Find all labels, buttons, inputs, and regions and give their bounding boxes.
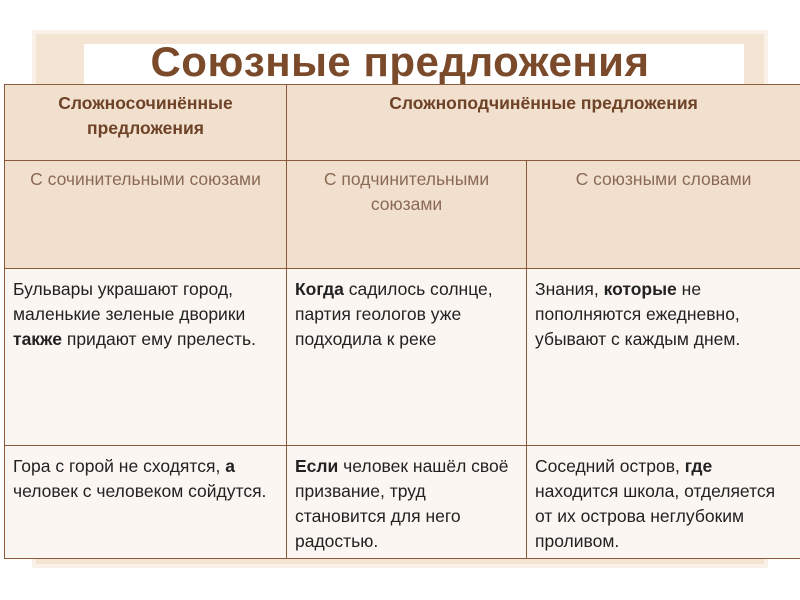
conjunction-highlight: а: [225, 456, 235, 476]
example-cell-r1c1: [5, 269, 287, 446]
example-text: придают ему прелесть.: [61, 329, 257, 349]
example-row-2: [5, 446, 800, 559]
example-cell-r2c1: [5, 446, 287, 559]
example-cell-r1c2: [287, 269, 527, 446]
example-cell-r2c3: [527, 446, 800, 559]
example-row-1: [5, 269, 800, 446]
subheader-row: [5, 161, 800, 269]
conjunction-highlight: также: [13, 329, 62, 349]
subheader-subordinating: С подчинительными союзами: [287, 161, 527, 269]
slide-title: Союзные предложения: [150, 38, 650, 85]
example-cell-r1c3: [527, 269, 800, 446]
example-text: Соседний остров,: [535, 456, 685, 476]
allied-word-highlight: которые: [603, 279, 677, 299]
example-text: находится школа, отделяется от их острова неглубоким проливом.: [535, 481, 776, 551]
example-cell-r2c2: [287, 446, 527, 559]
conjunction-highlight: Когда: [295, 279, 344, 299]
allied-word-highlight: где: [684, 456, 713, 476]
header-compound: Сложносочинённые предложения: [5, 85, 287, 161]
example-text: садилось солнце, партия геологов уже подходила к реке: [295, 279, 493, 349]
example-text: Знания,: [535, 279, 604, 299]
example-text: Гора с горой не сходятся,: [13, 456, 226, 476]
sentence-types-table: [4, 84, 800, 559]
header-complex: Сложноподчинённые предложения: [287, 85, 800, 161]
example-text: Бульвары украшают город, маленькие зеленые дворики: [13, 279, 246, 324]
subheader-coordinating: С сочинительными союзами: [5, 161, 287, 269]
example-text: не пополняются ежедневно, убывают с каждым днем.: [535, 279, 741, 349]
example-text: человек нашёл своё призвание, труд становится для него радостью.: [295, 456, 509, 551]
header-row: [5, 85, 800, 161]
example-text: человек с человеком сойдутся.: [13, 481, 267, 501]
conjunction-highlight: Если: [295, 456, 339, 476]
subheader-allied-words: С союзными словами: [527, 161, 800, 269]
